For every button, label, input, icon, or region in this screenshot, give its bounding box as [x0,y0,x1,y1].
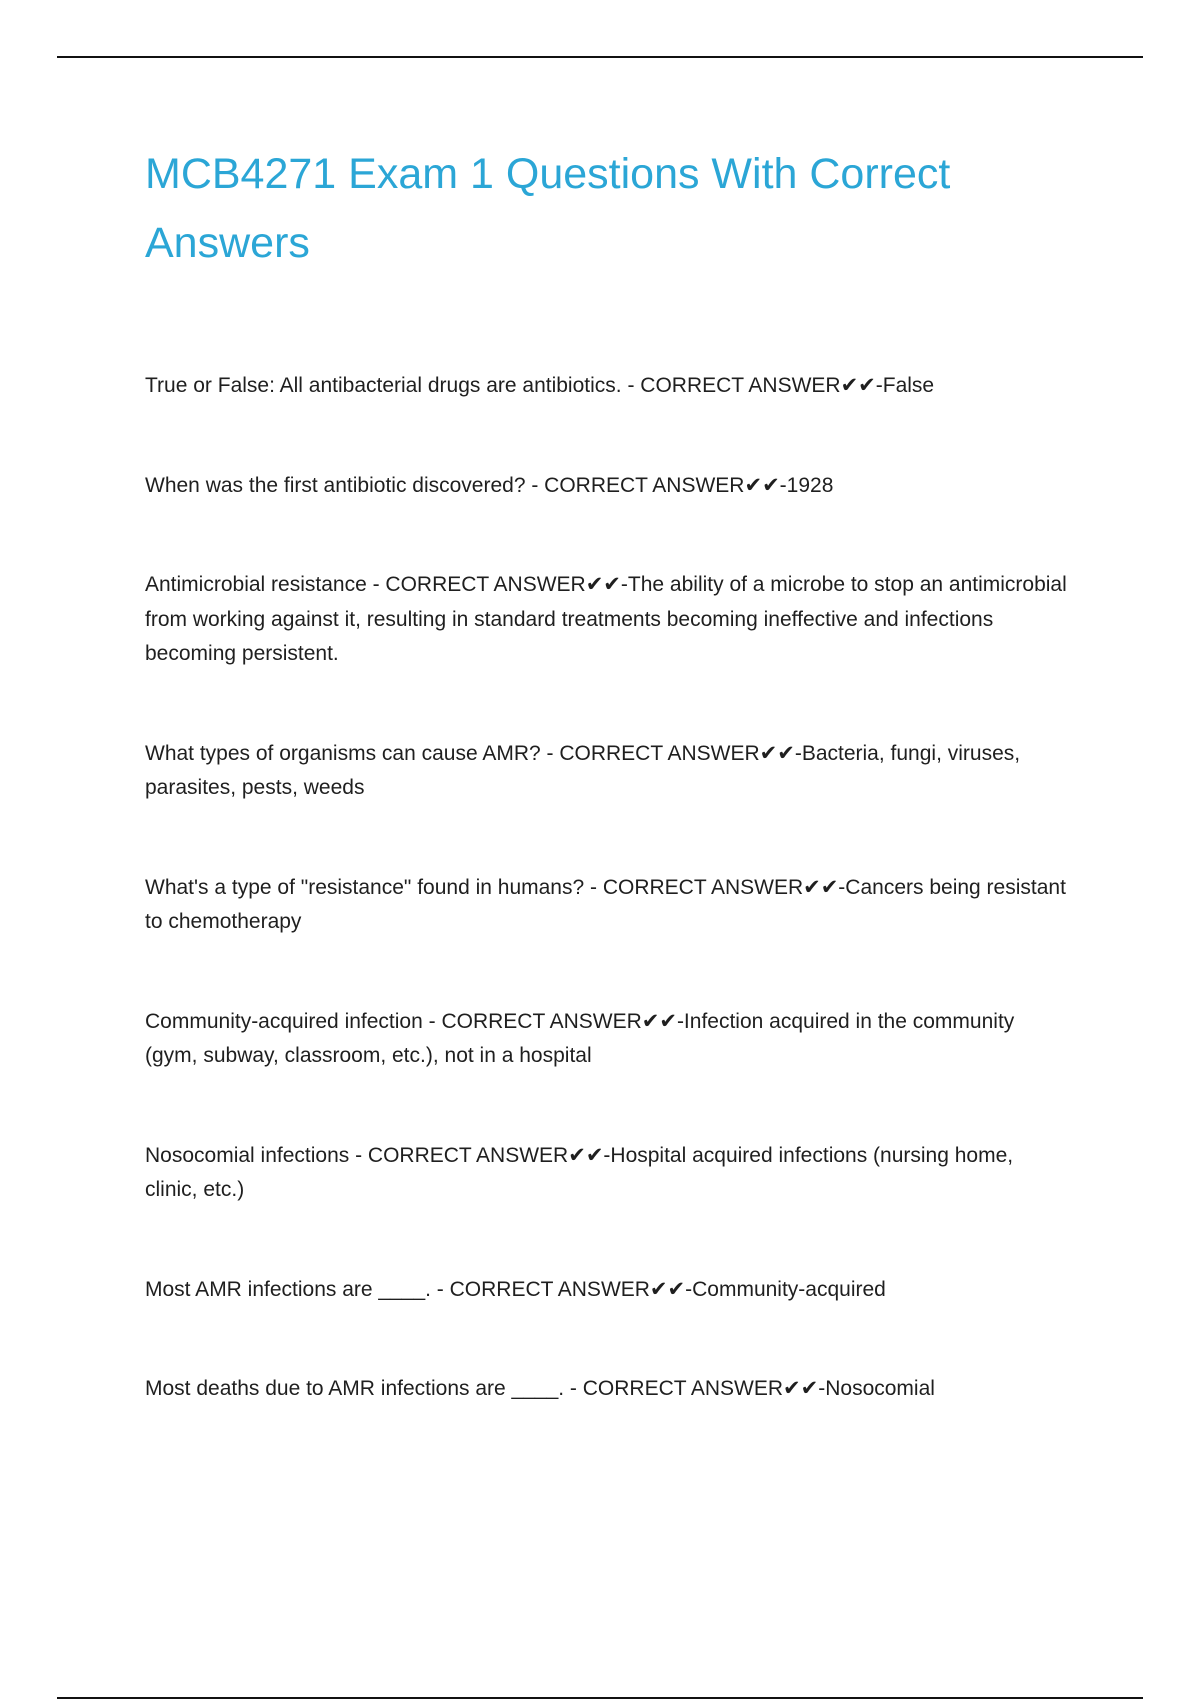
document-body [145,140,1070,1407]
qa-item: Most AMR infections are ____. - CORRECT ANSWER✔✔-Community-acquired [145,1277,886,1301]
top-divider [57,56,1143,58]
qa-item: When was the first antibiotic discovered? - CORRECT ANSWER✔✔-1928 [145,473,834,497]
qa-item: Community-acquired infection - CORRECT ANSWER✔✔-Infection acquired in the community (gym, subway, classroom, etc.), not in a hospital [145,1009,1015,1067]
qa-item: What types of organisms can cause AMR? - CORRECT ANSWER✔✔-Bacteria, fungi, viruses, parasites, pests, weeds [145,741,1021,799]
qa-item: What's a type of "resistance" found in humans? - CORRECT ANSWER✔✔-Cancers being resistant to chemotherapy [145,875,1066,933]
document-title: MCB4271 Exam 1 Questions With Correct Answers [145,150,951,267]
qa-item: True or False: All antibacterial drugs are antibiotics. - CORRECT ANSWER✔✔-False [145,374,935,397]
qa-item: Nosocomial infections - CORRECT ANSWER✔✔-Hospital acquired infections (nursing home, clinic, etc.) [145,1143,1014,1201]
bottom-divider [57,1697,1143,1699]
qa-list [145,369,1070,1407]
qa-item: Antimicrobial resistance - CORRECT ANSWER✔✔-The ability of a microbe to stop an antimicrobial from working against it, resulting in standard treatments becoming ineffective and infections becoming persistent. [145,573,1067,665]
qa-item: Most deaths due to AMR infections are ____. - CORRECT ANSWER✔✔-Nosocomial [145,1377,935,1400]
